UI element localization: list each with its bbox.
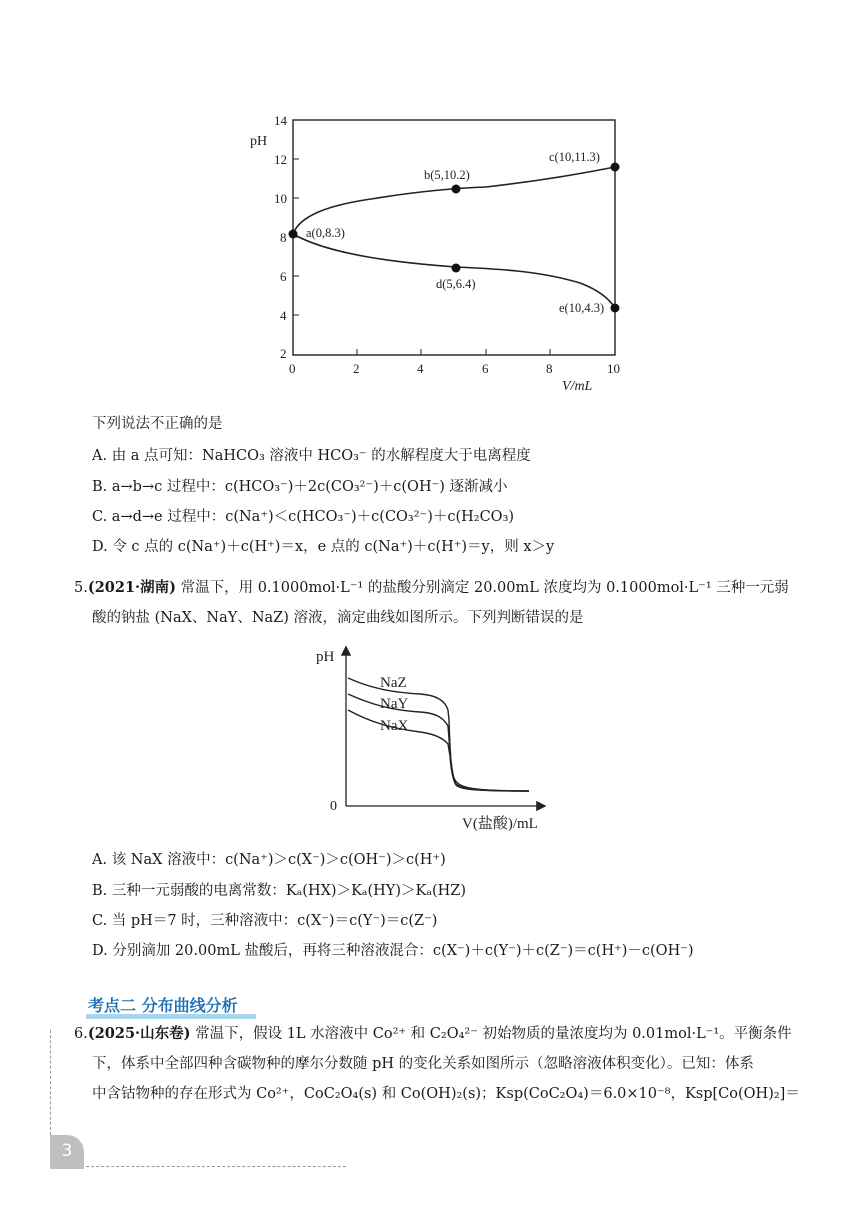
margin-dash-vertical [50, 1030, 51, 1135]
chart1-label-b: b(5,10.2) [424, 168, 470, 182]
chart1-y-tick-label: 4 [280, 308, 287, 323]
chart1-label-e: e(10,4.3) [559, 301, 605, 315]
chart1-point-c [611, 163, 620, 172]
chart1-y-tick-label: 14 [274, 113, 287, 128]
titration-chart-2 [310, 640, 570, 840]
chart1-point-e [611, 304, 620, 313]
chart2-series-label-nax: NaX [380, 718, 409, 734]
chart1-x-ticks [357, 349, 550, 355]
chart2-curve-nay [348, 694, 529, 791]
chart1-point-b [452, 185, 461, 194]
q5-text-1: 常温下，用 0.1000mol·L⁻¹ 的盐酸分别滴定 20.00mL 浓度均为 0.1000mol·L⁻¹ 三种一元弱 [180, 580, 789, 596]
chart1-x-tick-label: 0 [289, 361, 296, 376]
chart2-y-axis-label: pH [316, 649, 335, 665]
q5-option-d: D. 分别滴加 20.00mL 盐酸后，再将三种溶液混合：c(X⁻)＋c(Y⁻)＋c(Z⁻)＝c(H⁺)－c(OH⁻) [92, 943, 694, 959]
margin-dash-horizontal [86, 1166, 346, 1167]
q6-number: 6. [74, 1026, 88, 1042]
chart1-y-axis-label: pH [250, 134, 268, 149]
q4-option-b: B. a→b→c 过程中：c(HCO₃⁻)＋2c(CO₃²⁻)＋c(OH⁻) 逐渐减小 [92, 479, 508, 495]
q6-line-1 [74, 1024, 792, 1044]
q4-option-a: A. 由 a 点可知：NaHCO₃ 溶液中 HCO₃⁻ 的水解程度大于电离程度 [92, 448, 531, 464]
chart2-curve-naz [348, 678, 529, 791]
q5-line-1 [74, 578, 789, 598]
q4-option-c: C. a→d→e 过程中：c(Na⁺)＜c(HCO₃⁻)＋c(CO₃²⁻)＋c(H₂CO₃) [92, 509, 515, 525]
q5-line-2: 酸的钠盐 (NaX、NaY、NaZ) 溶液，滴定曲线如图所示。下列判断错误的是 [92, 610, 584, 626]
q4-stem: 下列说法不正确的是 [92, 416, 223, 432]
q5-option-b: B. 三种一元弱酸的电离常数：Kₐ(HX)＞Kₐ(HY)＞Kₐ(HZ) [92, 883, 466, 899]
chart1-y-tick-label: 2 [280, 346, 287, 361]
page-number: 3 [50, 1135, 84, 1169]
section-title: 考点二 分布曲线分析 [88, 996, 238, 1015]
chart1-label-a: a(0,8.3) [306, 226, 345, 240]
chart1-label-c: c(10,11.3) [549, 150, 600, 164]
chart1-label-d: d(5,6.4) [436, 277, 476, 291]
chart1-y-tick-label: 10 [274, 191, 287, 206]
chart1-y-tick-label: 6 [280, 269, 287, 284]
chart1-y-ticks [293, 120, 299, 315]
chart2-x-axis-label: V(盐酸)/mL [462, 816, 538, 832]
q6-text-1: 常温下，假设 1L 水溶液中 Co²⁺ 和 C₂O₄²⁻ 初始物质的量浓度均为 0.01mol·L⁻¹。平衡条件 [195, 1026, 792, 1042]
chart1-point-a [289, 230, 298, 239]
q6-line-3: 中含钴物种的存在形式为 Co²⁺，CoC₂O₄(s) 和 Co(OH)₂(s)；Ksp(CoC₂O₄)＝6.0×10⁻⁸，Ksp[Co(OH)₂]＝ [92, 1086, 800, 1102]
q4-option-d: D. 令 c 点的 c(Na⁺)＋c(H⁺)＝x，e 点的 c(Na⁺)＋c(H⁺)＝y，则 x＞y [92, 539, 555, 555]
chart2-origin-label: 0 [330, 799, 337, 814]
chart1-y-tick-label: 12 [274, 152, 287, 167]
q5-source: (2021·湖南) [87, 579, 176, 596]
chart1-point-d [452, 264, 461, 273]
chart1-x-axis-label: V/mL [562, 379, 593, 394]
chart1-y-tick-label: 8 [280, 230, 287, 245]
q6-line-2: 下，体系中全部四种含碳物种的摩尔分数随 pH 的变化关系如图所示（忽略溶液体积变化）。已知：体系 [92, 1056, 754, 1072]
q5-option-a: A. 该 NaX 溶液中：c(Na⁺)＞c(X⁻)＞c(OH⁻)＞c(H⁺) [92, 852, 446, 868]
q5-option-c: C. 当 pH＝7 时，三种溶液中：c(X⁻)＝c(Y⁻)＝c(Z⁻) [92, 913, 438, 929]
chart2-series-label-naz: NaZ [380, 675, 407, 691]
chart2-series-label-nay: NaY [380, 696, 409, 712]
chart2-curve-nax [348, 710, 529, 791]
chart1-x-tick-label: 8 [546, 361, 553, 376]
chart1-x-tick-label: 2 [353, 361, 360, 376]
chart1-x-tick-label: 6 [482, 361, 489, 376]
titration-chart-1 [240, 105, 640, 400]
chart1-x-tick-label: 10 [607, 361, 620, 376]
q6-source: (2025·山东卷) [87, 1025, 191, 1042]
q5-number: 5. [74, 580, 88, 596]
chart1-x-tick-label: 4 [417, 361, 424, 376]
